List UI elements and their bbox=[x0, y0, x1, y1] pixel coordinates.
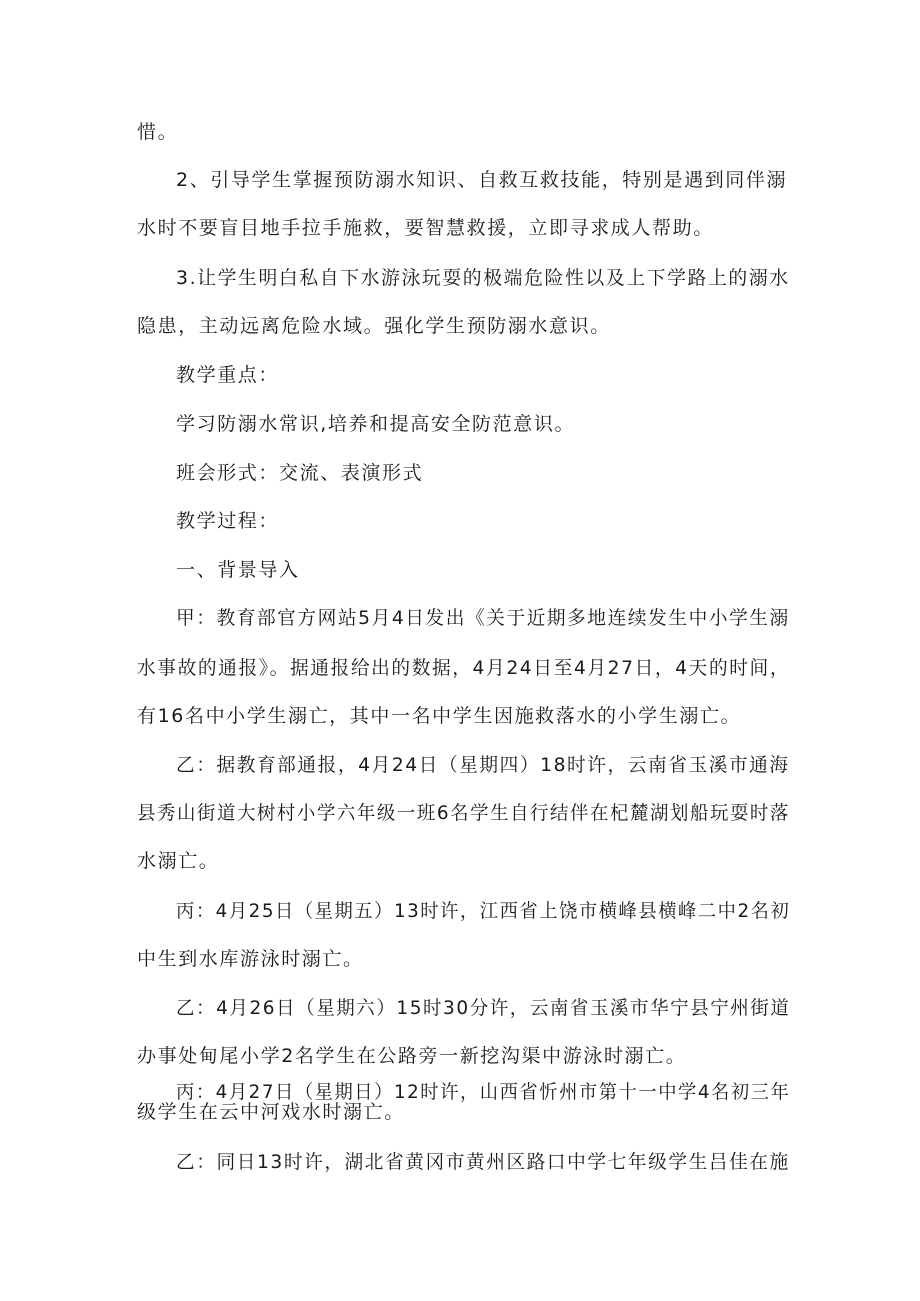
text-line: 乙：据教育部通报，4月24日（星期四）18时许，云南省玉溪市通海 bbox=[176, 754, 790, 776]
section-heading: 教学过程： bbox=[176, 510, 280, 532]
text-line: 3.让学生明白私自下水游泳玩耍的极端危险性以及上下学路上的溺水 bbox=[176, 267, 790, 289]
text-line: 水事故的通报》。据通报给出的数据，4月24日至4月27日，4天的时间， bbox=[137, 657, 791, 679]
text-line: 丙：4月27日（星期日）12时许，山西省忻州市第十一中学4名初三年 bbox=[176, 1081, 791, 1103]
text-line: 级学生在云中河戏水时溺亡。 bbox=[137, 1101, 405, 1123]
text-line: 中生到水库游泳时溺亡。 bbox=[137, 948, 364, 970]
text-line: 乙：4月26日（星期六）15时30分许，云南省玉溪市华宁县宁州街道 bbox=[176, 997, 791, 1019]
text-line: 水溺亡。 bbox=[137, 850, 220, 872]
text-line: 乙：同日13时许，湖北省黄冈市黄州区路口中学七年级学生吕佳在施 bbox=[176, 1151, 790, 1173]
text-line: 惜。 bbox=[137, 121, 179, 143]
section-heading: 教学重点： bbox=[176, 364, 280, 386]
text-line: 2、引导学生掌握预防溺水知识、自救互救技能，特别是遇到同伴溺 bbox=[176, 169, 788, 191]
text-line: 办事处甸尾小学2名学生在公路旁一新挖沟渠中游泳时溺亡。 bbox=[137, 1045, 687, 1067]
text-line: 县秀山街道大树村小学六年级一班6名学生自行结伴在杞麓湖划船玩耍时落 bbox=[137, 802, 790, 824]
section-heading: 一、背景导入 bbox=[176, 559, 300, 581]
text-line: 甲：教育部官方网站5月4日发出《关于近期多地连续发生中小学生溺 bbox=[176, 607, 790, 629]
text-line: 有16名中小学生溺亡，其中一名中学生因施救落水的小学生溺亡。 bbox=[137, 705, 742, 727]
text-line: 丙：4月25日（星期五）13时许，江西省上饶市横峰县横峰二中2名初 bbox=[176, 900, 791, 922]
text-line: 学习防溺水常识,培养和提高安全防范意识。 bbox=[176, 413, 576, 435]
text-line: 隐患，主动远离危险水域。强化学生预防溺水意识。 bbox=[137, 315, 611, 337]
text-line: 水时不要盲目地手拉手施救，要智慧救援，立即寻求成人帮助。 bbox=[137, 217, 714, 239]
text-line: 班会形式：交流、表演形式 bbox=[176, 462, 424, 484]
